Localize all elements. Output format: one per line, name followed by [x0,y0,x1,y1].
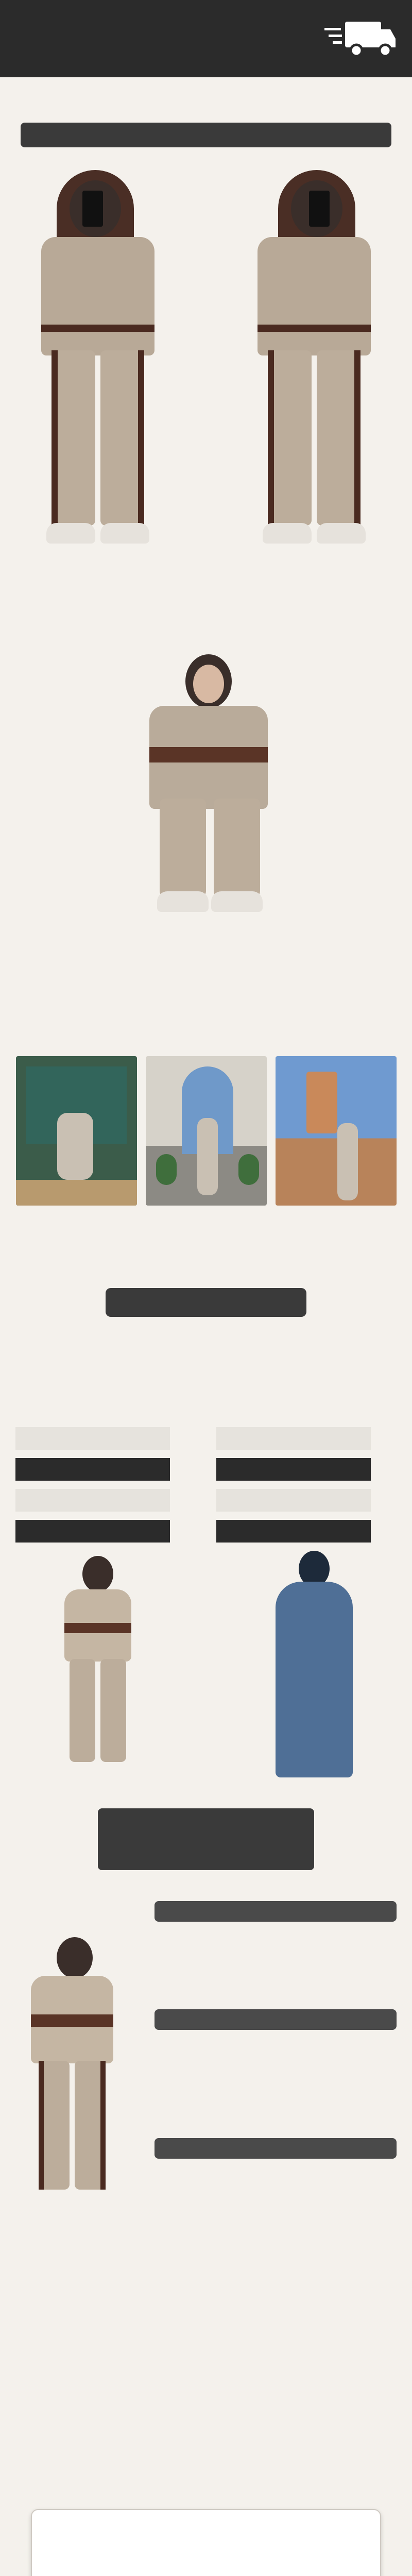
others-model-figure [268,1551,360,1777]
feature-block-1 [154,1901,397,1922]
product-seated-image [0,644,412,922]
others-item [216,1427,371,1450]
feature-model-figure [21,1937,124,2205]
feature-block-3 [154,2138,397,2159]
others-item [216,1489,371,1512]
ours-item [15,1427,170,1450]
feature-block-2 [154,2009,397,2030]
subhead-bar [21,123,391,147]
gallery-photo-3 [16,1056,137,1206]
others-item [216,1520,371,1543]
reviews-title [0,2463,412,2499]
ours-item [15,1520,170,1543]
ours-item [15,1458,170,1481]
product-hero-image [0,155,412,562]
gallery-photo-2 [146,1056,267,1206]
model-figure-right [237,155,391,556]
comparison-section [0,1386,412,1829]
gallery-photo-1 [276,1056,397,1206]
cta-bar [98,1808,314,1870]
lifestyle-gallery [0,1056,412,1206]
model-figure-left [21,155,175,556]
delivery-truck-icon [324,11,397,63]
page-headline [0,82,412,118]
review-card [31,2509,381,2576]
seated-model-figure [129,644,283,922]
ours-item [15,1489,170,1512]
hero-banner [0,0,412,77]
why-choose-bar [106,1288,306,1317]
others-item [216,1458,371,1481]
ours-model-figure [57,1556,139,1772]
